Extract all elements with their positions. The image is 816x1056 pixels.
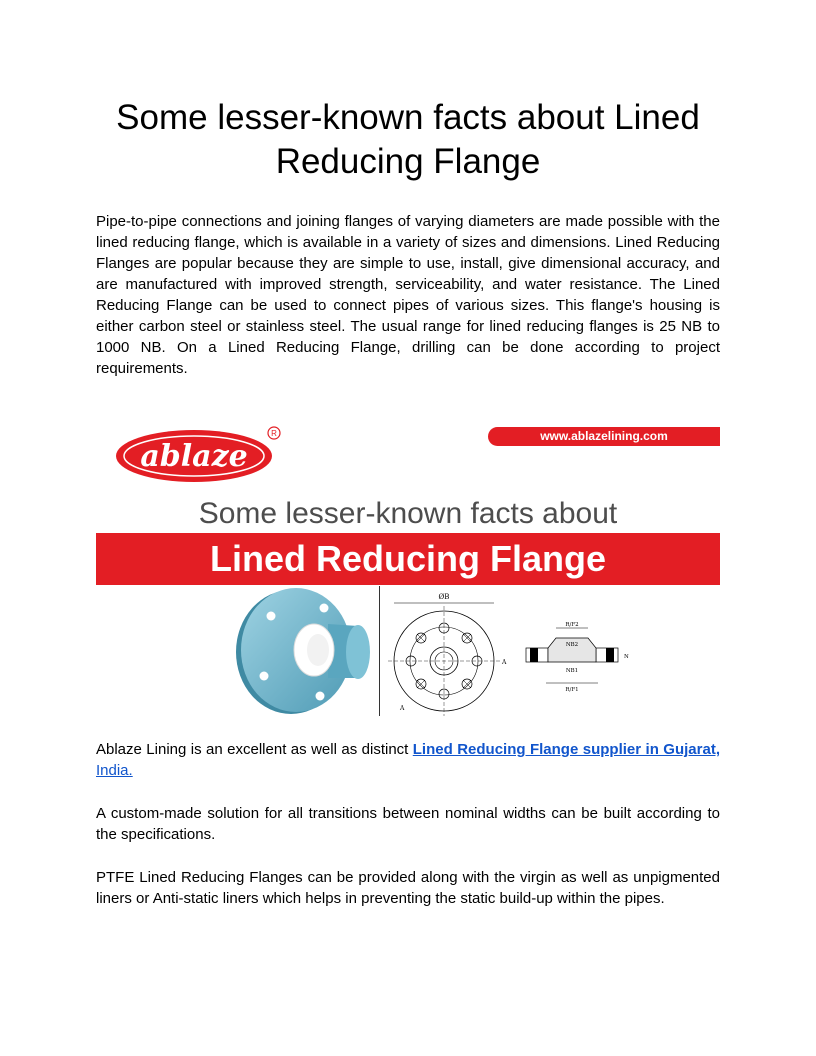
ablaze-logo — [114, 424, 284, 484]
supplier-link-rest[interactable]: India. — [96, 762, 133, 779]
drawing-label-a-right: A — [502, 659, 507, 666]
page-title: Some lesser-known facts about Lined Reducing Flange — [116, 98, 700, 181]
drawing-label-nb2: NB2 — [565, 642, 579, 648]
banner-subtitle: Some lesser-known facts about — [198, 497, 618, 530]
flange-3d-image — [96, 586, 380, 716]
drawing-label-n: N — [624, 654, 629, 660]
flange-technical-drawing — [380, 586, 720, 716]
drawing-label-rf1: R/F1 — [565, 687, 579, 693]
intro-paragraph: Pipe-to-pipe connections and joining flanges of varying diameters are made possible with the lined reducing flange, which is available in a variety of sizes and dimensions. Lined Reducing Flanges are popular because they are simple to use, install, give dimensional accuracy, and are manufactured with improved strength, serviceability, and water resistance. The Lined Reducing Flange can be used to connect pipes of various sizes. This flange's housing is either carbon steel or stainless steel. The usual range for lined reducing flanges is 25 NB to 1000 NB. On a Lined Reducing Flange, drilling can be done according to project requirements. — [96, 213, 720, 377]
custom-solution-paragraph: A custom-made solution for all transitions between nominal widths can be built according to the specifications. — [96, 805, 720, 843]
banner-headline: Lined Reducing Flange — [96, 533, 720, 585]
ptfe-liners-paragraph: PTFE Lined Reducing Flanges can be provided along with the virgin as well as unpigmented liners or Anti-static liners which helps in preventing the static build-up within the pipes. — [96, 869, 720, 907]
drawing-label-nb1: NB1 — [565, 668, 579, 674]
banner-image — [96, 418, 720, 716]
registered-mark: R — [271, 429, 277, 438]
supplier-text: Ablaze Lining is an excellent as well as distinct — [96, 741, 413, 758]
drawing-label-a-bottom: A — [400, 705, 405, 712]
website-url-banner: www.ablazelining.com — [488, 427, 720, 446]
supplier-link-bold[interactable]: Lined Reducing Flange supplier in Gujarat, — [412, 741, 720, 758]
logo-text: ablaze — [140, 439, 248, 474]
drawing-label-rf2: R/F2 — [565, 622, 579, 628]
drawing-label-diameter: ØB — [438, 593, 450, 601]
supplier-paragraph — [96, 739, 720, 781]
